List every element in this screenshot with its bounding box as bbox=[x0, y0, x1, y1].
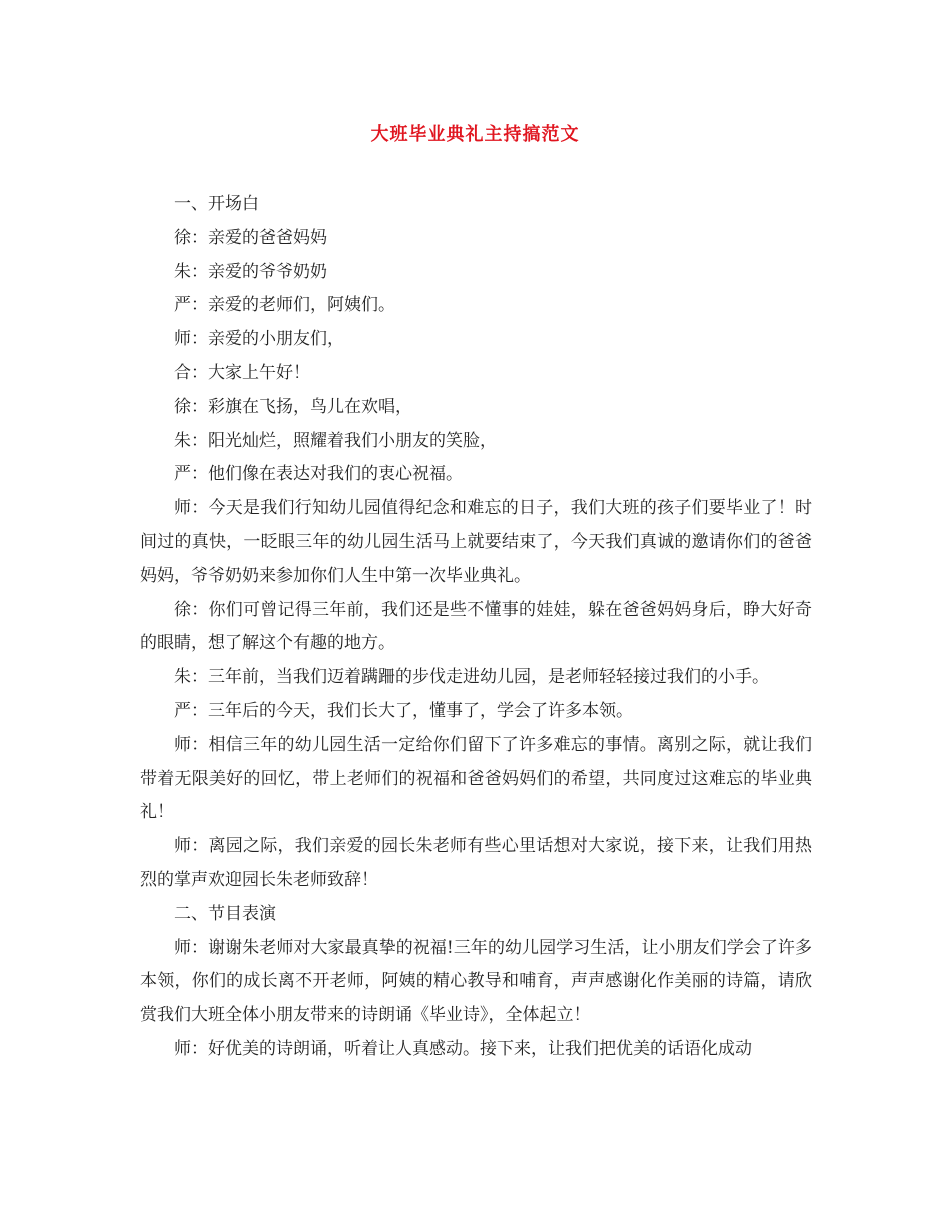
paragraph: 徐：亲爱的爸爸妈妈 bbox=[174, 227, 327, 248]
section-heading-opening: 一、开场白 bbox=[174, 194, 259, 214]
paragraph: 师：离园之际，我们亲爱的园长朱老师有些心里话想对大家说，接下来，让我们用热烈的掌声欢迎园长朱老师致辞！ bbox=[140, 836, 812, 890]
paragraph: 朱：三年前，当我们迈着蹒跚的步伐走进幼儿园，是老师轻轻接过我们的小手。 bbox=[174, 667, 769, 688]
paragraph: 师：好优美的诗朗诵，听着让人真感动。接下来，让我们把优美的话语化成动 bbox=[174, 1038, 752, 1059]
document-title: 大班毕业典礼主持搞范文 bbox=[370, 124, 580, 145]
paragraph: 师：今天是我们行知幼儿园值得纪念和难忘的日子，我们大班的孩子们要毕业了！时间过的真快，一眨眼三年的幼儿园生活马上就要结束了，今天我们真诚的邀请你们的爸爸妈妈，爷爷奶奶来参加你们人生中第一次毕业典礼。 bbox=[140, 498, 812, 586]
paragraph: 严：他们像在表达对我们的衷心祝福。 bbox=[174, 464, 463, 485]
paragraph: 徐：你们可曾记得三年前，我们还是些不懂事的娃娃，躲在爸爸妈妈身后，睁大好奇的眼睛，想了解这个有趣的地方。 bbox=[140, 599, 812, 654]
paragraph: 徐：彩旗在飞扬，鸟儿在欢唱， bbox=[174, 396, 412, 417]
section-heading-performance: 二、节目表演 bbox=[174, 903, 276, 924]
paragraph: 师：亲爱的小朋友们， bbox=[174, 329, 344, 350]
paragraph: 严：亲爱的老师们，阿姨们。 bbox=[174, 295, 395, 316]
paragraph: 师：谢谢朱老师对大家最真挚的祝福!三年的幼儿园学习生活，让小朋友们学会了许多本领，你们的成长离不开老师，阿姨的精心教导和哺育，声声感谢化作美丽的诗篇，请欣赏我们大班全体小朋友带来的诗朗诵《毕业诗》，全体起立！ bbox=[140, 937, 812, 1026]
paragraph: 师：相信三年的幼儿园生活一定给你们留下了许多难忘的事情。离别之际，就让我们带着无限美好的回忆，带上老师们的祝福和爸爸妈妈们的希望，共同度过这难忘的毕业典礼！ bbox=[140, 734, 812, 823]
paragraph: 合：大家上午好！ bbox=[174, 362, 310, 383]
paragraph: 朱：阳光灿烂，照耀着我们小朋友的笑脸， bbox=[174, 430, 497, 451]
document-body bbox=[140, 188, 812, 1067]
paragraph: 严：三年后的今天，我们长大了，懂事了，学会了许多本领。 bbox=[174, 700, 633, 721]
paragraph: 朱：亲爱的爷爷奶奶 bbox=[174, 261, 327, 282]
